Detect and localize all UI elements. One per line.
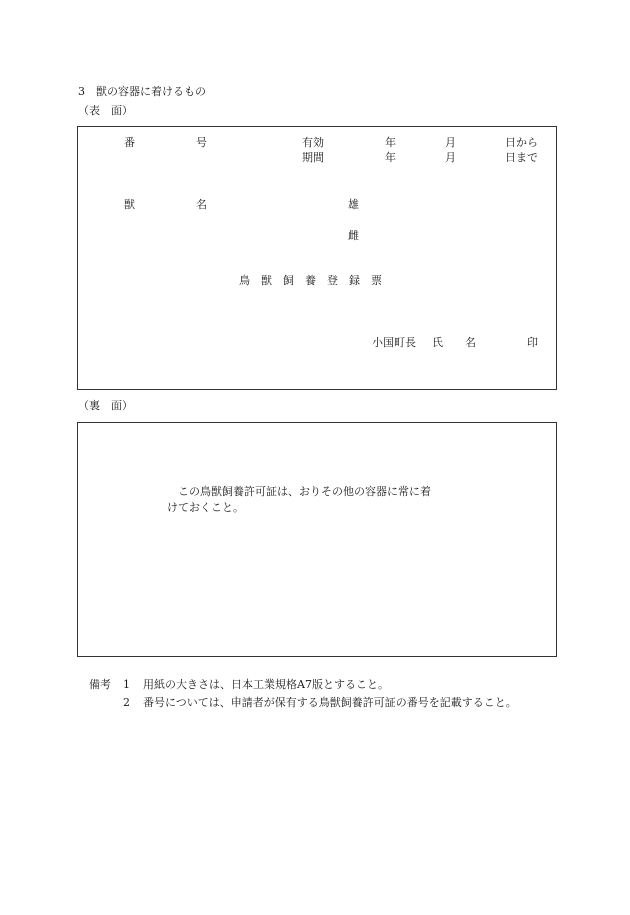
note-text: 番号については、申請者が保有する鳥獣飼養許可証の番号を記載すること。 <box>143 696 517 709</box>
front-label: （表 面） <box>78 104 133 117</box>
number-label-char1: 番 <box>124 136 135 149</box>
from-month: 月 <box>445 136 456 149</box>
from-day: 日から <box>505 136 538 149</box>
animal-label-char2: 名 <box>196 198 207 211</box>
number-label-char2: 号 <box>196 136 207 149</box>
section-title: 獣の容器に着けるもの <box>96 85 206 98</box>
to-day: 日まで <box>505 151 538 164</box>
section-number: 3 <box>78 85 85 98</box>
male-label: 雄 <box>348 198 359 211</box>
note-text: 用紙の大きさは、日本工業規格A7版とすること。 <box>143 678 389 691</box>
seal-label: 印 <box>527 336 538 349</box>
animal-label-char1: 獣 <box>124 198 135 211</box>
back-text-line1: この鳥獣飼養許可証は、おりその他の容器に常に着 <box>178 485 431 498</box>
from-year: 年 <box>385 136 396 149</box>
validity-label-line2: 期間 <box>302 151 324 164</box>
name-label: 氏 名 <box>432 336 476 349</box>
issuer-label: 小国町長 <box>372 336 416 349</box>
back-card <box>77 422 557 657</box>
back-label: （裏 面） <box>78 399 133 412</box>
note-number: 2 <box>123 696 130 709</box>
validity-label-line1: 有効 <box>302 136 324 149</box>
female-label: 雌 <box>348 229 359 242</box>
front-card <box>77 126 557 390</box>
to-year: 年 <box>385 151 396 164</box>
card-title: 鳥 獣 飼 養 登 録 票 <box>239 274 382 287</box>
notes-label: 備考 <box>89 678 111 691</box>
note-number: 1 <box>123 678 130 691</box>
back-text-line2: けておくこと。 <box>167 501 244 514</box>
to-month: 月 <box>445 151 456 164</box>
